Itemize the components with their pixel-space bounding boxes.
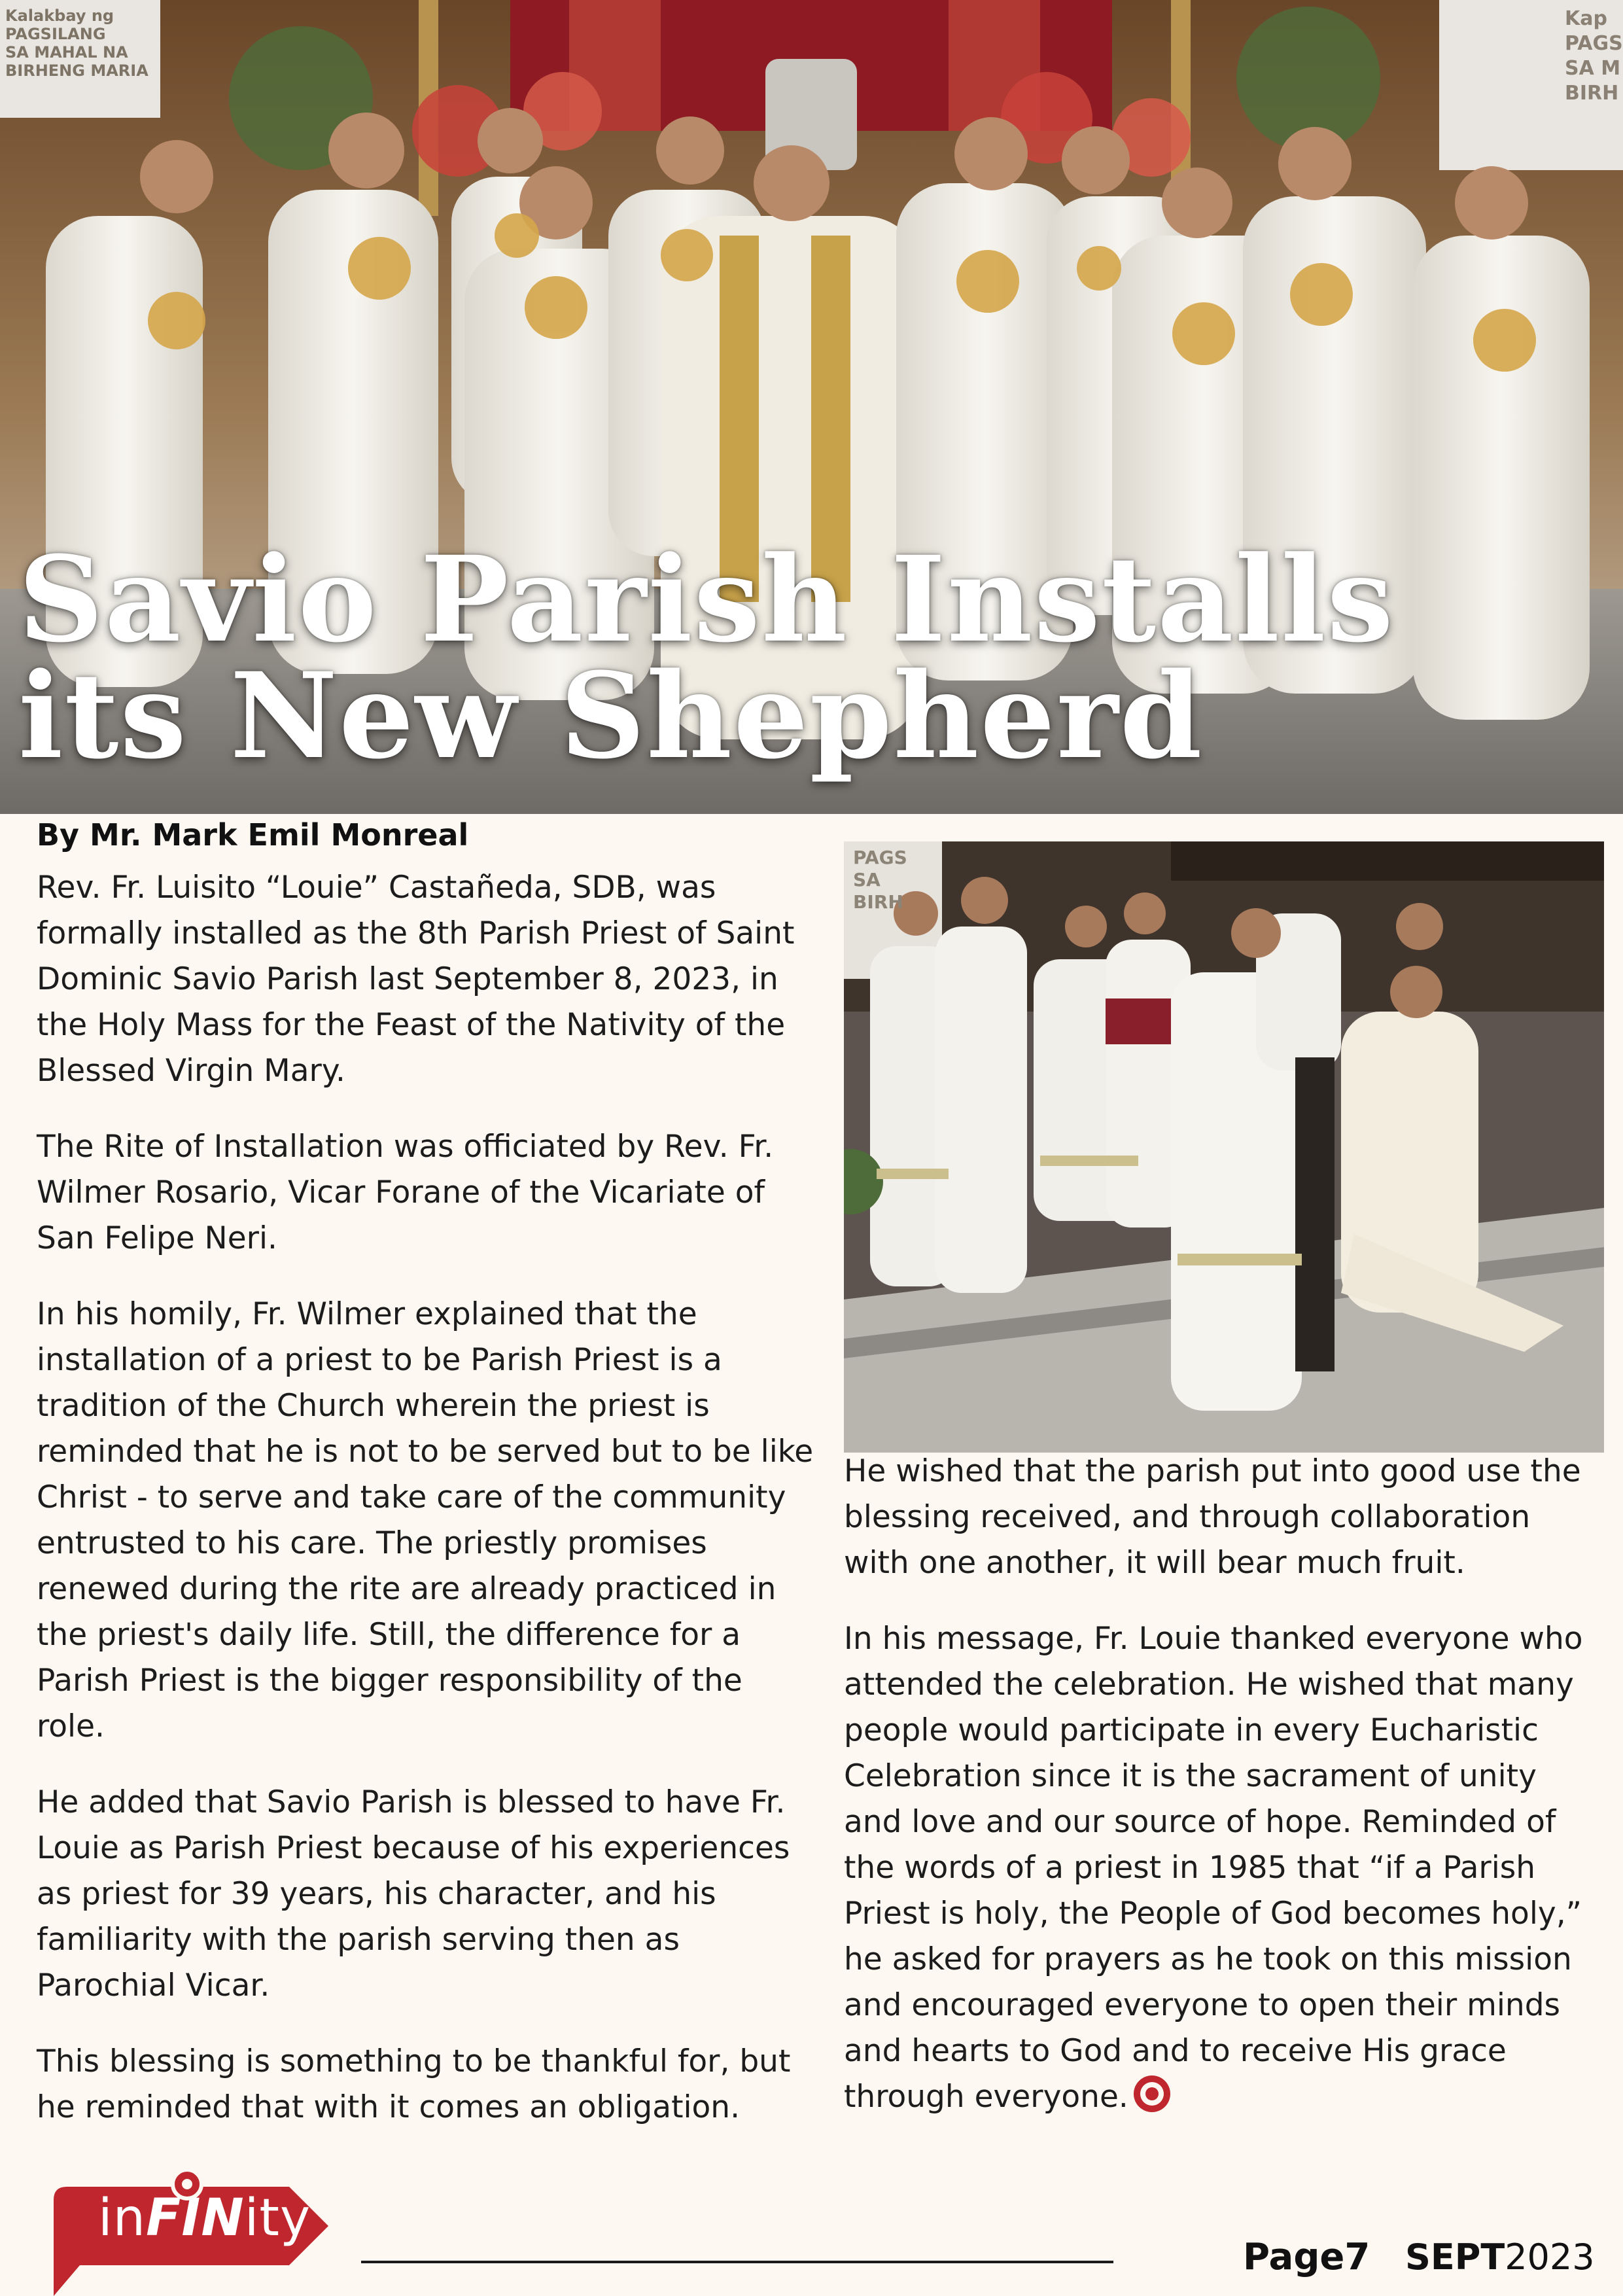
paragraph: He wished that the parish put into good use the blessing received, and through collaboration with one another, it will bear much fruit. [844, 1453, 1581, 1581]
logo-part-bold: FIN [146, 2189, 245, 2248]
paragraph: He added that Savio Parish is blessed to have Fr. Louie as Parish Priest because of his experiences as priest for 39 years, his character, and his familiarity with the parish serving then as Parochial Vicar. [37, 1784, 790, 2004]
hero-banner-right-line: PAGS [1565, 32, 1623, 55]
paragraph: The Rite of Installation was officiated by Rev. Fr. Wilmer Rosario, Vicar Forane of the Vicariate of San Felipe Neri. [37, 1129, 774, 1256]
inset-banner-line: SA [853, 869, 881, 891]
hero-banner-right-line: SA M [1565, 57, 1621, 80]
hero-banner-left-line: SA MAHAL NA [5, 43, 128, 62]
footer-divider [361, 2261, 1113, 2263]
article-headline [18, 531, 1395, 785]
end-mark-icon [1132, 2074, 1172, 2113]
hero-banner-left-line: BIRHENG MARIA [5, 62, 148, 80]
issue-date [1405, 2231, 1595, 2284]
hero-banner-right-line: BIRH [1565, 82, 1619, 105]
hero-banner-left-line: Kalakbay ng [5, 7, 114, 25]
inset-banner-line: BIRH [853, 891, 903, 913]
headline-line-1: Savio Parish Installs [18, 531, 1395, 669]
hero-banner-right-line: Kap [1565, 7, 1607, 30]
logo-part: in [98, 2189, 147, 2248]
byline: By Mr. Mark Emil Monreal [37, 817, 469, 853]
issue-month: SEPT [1405, 2236, 1505, 2278]
hero-banner-left-line: PAGSILANG [5, 25, 106, 43]
article-column-right [844, 1449, 1603, 2150]
issue-year: 2023 [1505, 2236, 1595, 2278]
inset-banner [853, 847, 907, 913]
paragraph-text: In his message, Fr. Louie thanked everyone who attended the celebration. He wished that many people would participate in every Eucharistic Celebration since it is the sacrament of unity and love and our source of hope. Reminded of the words of a priest in 1985 that “if a Parish Priest is holy, the People of God becomes holy,” he asked for prayers as he took on this mission and encouraged everyone to open their minds and hearts to God and to receive His grace through everyone. [844, 1621, 1583, 2115]
infinity-logo-wordmark [98, 2185, 311, 2251]
article-column-left [37, 865, 815, 2161]
inset-banner-line: PAGS [853, 847, 907, 868]
paragraph: This blessing is something to be thankful for, but he reminded that with it comes an obligation. [37, 2043, 791, 2125]
headline-line-2: its New Shepherd [18, 647, 1204, 785]
inset-photo [844, 841, 1604, 1453]
paragraph: In his homily, Fr. Wilmer explained that the installation of a priest to be Parish Priest is a tradition of the Church wherein the priest is reminded that he is not to be served but to be like Christ - to serve and take care of the community entrusted to his care. The priestly promises renewed during the rite are already practiced in the priest's daily life. Still, the difference for a Parish Priest is the bigger responsibility of the role. [37, 1296, 814, 1744]
paragraph: Rev. Fr. Luisito “Louie” Castañeda, SDB, was formally installed as the 8th Parish Priest of Saint Dominic Savio Parish last September 8, 2023, in the Holy Mass for the Feast of the Nativity of the Blessed Virgin Mary. [37, 870, 795, 1089]
logo-part: ity [244, 2189, 311, 2248]
page-number: Page7 [1243, 2236, 1370, 2278]
inset-photo-illustration [844, 841, 1604, 1453]
hero-banner-right [1565, 7, 1623, 106]
hero-banner-left [5, 7, 148, 80]
paragraph [844, 1616, 1603, 2120]
